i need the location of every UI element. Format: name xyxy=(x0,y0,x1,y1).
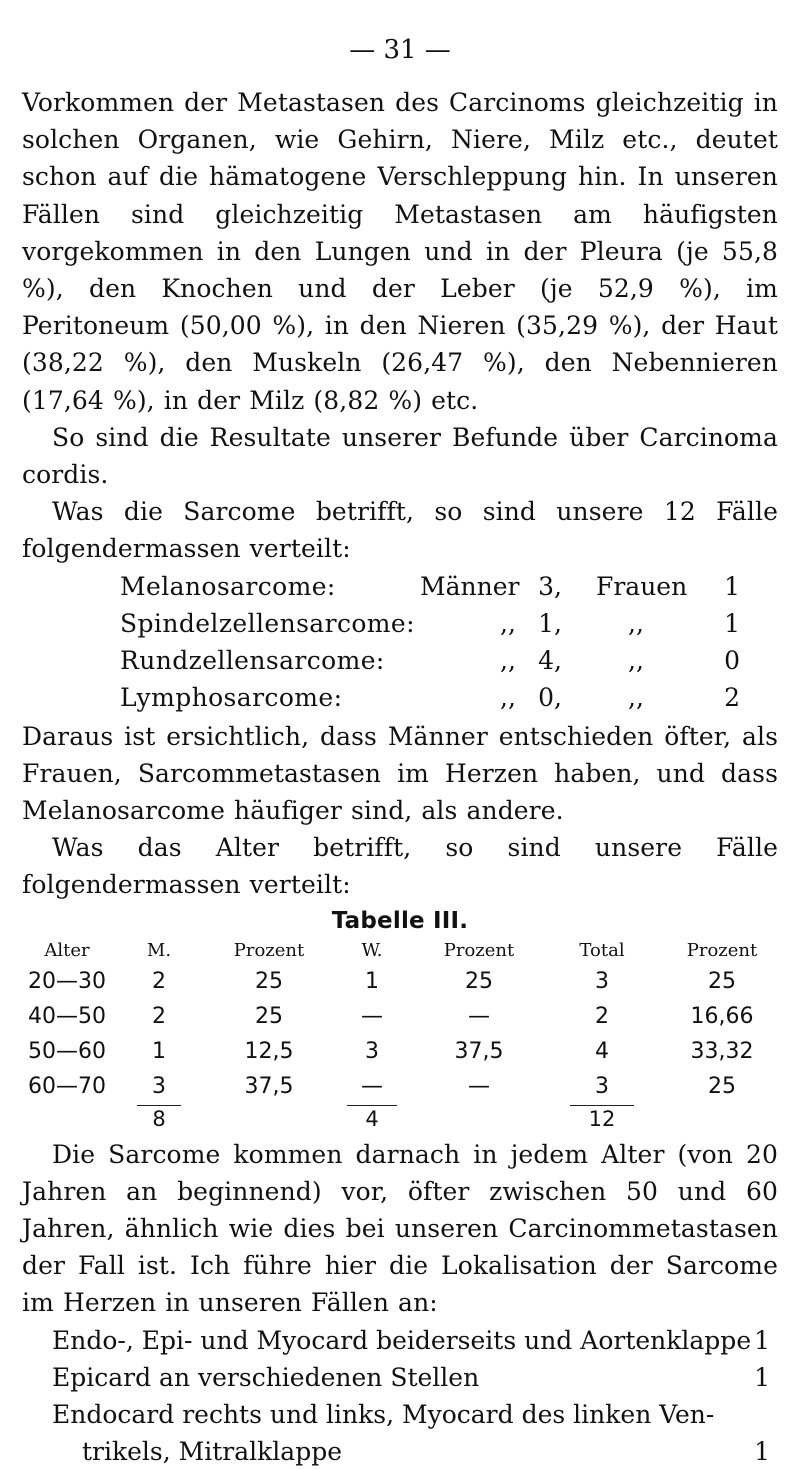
table-cell: 1 xyxy=(152,1038,166,1064)
list-item-count: 1 xyxy=(754,1437,770,1467)
table-header: Prozent xyxy=(443,939,515,961)
women-count: 1 xyxy=(724,571,740,601)
list-item-text: Endocard rechts und links, Myocard des linken Ven- xyxy=(52,1400,715,1430)
sarcoma-row xyxy=(22,568,778,605)
sarcoma-row xyxy=(22,679,778,716)
women-label: Frauen xyxy=(596,571,688,601)
sarcoma-type: Melanosarcome: xyxy=(120,571,336,601)
table-cell: 40—50 xyxy=(28,1003,106,1029)
sarcoma-row xyxy=(22,605,778,642)
table-header: W. xyxy=(361,939,383,961)
table-cell: 37,5 xyxy=(244,1073,294,1099)
list-item-count: 1 xyxy=(754,1362,770,1392)
table-title: Tabelle III. xyxy=(331,907,469,934)
sarcoma-type: Spindelzellensarcome: xyxy=(120,608,415,638)
table-cell: 20—30 xyxy=(28,968,106,994)
paragraph-metastases: Vorkommen der Metastasen des Carcinoms gleichzeitig in solchen Organen, wie Gehirn, Niere, Milz etc., deutet schon auf die hämatogene Verschleppung hin. In unseren Fällen sind gleichzeitig Metastasen am häufigsten vorgekommen in den Lungen und in der Pleura (je 55,8 %), den Knochen und der Leber (je 52,9 %), im Peritoneum (50,00 %), in den Nieren (35,29 %), der Haut (38,22 %), den Muskeln (26,47 %), den Nebennieren (17,64 %), in der Milz (8,82 %) etc. xyxy=(22,88,778,415)
table-cell: 4 xyxy=(595,1038,609,1064)
table-header: Prozent xyxy=(233,939,305,961)
table-cell: 25 xyxy=(255,968,283,994)
list-item xyxy=(22,1322,778,1359)
table-header: Alter xyxy=(44,939,90,961)
list-item-text: Endo-, Epi- und Myocard beiderseits und Aortenklappe xyxy=(52,1325,752,1355)
list-item xyxy=(22,1359,778,1396)
list-item-continuation xyxy=(22,1433,778,1470)
table-cell: — xyxy=(361,1073,383,1099)
paragraph-results: So sind die Resultate unserer Befunde über Carcinoma cordis. xyxy=(22,422,778,490)
table-cell: 3 xyxy=(595,968,609,994)
paragraph-age-intro: Was das Alter betrifft, so sind unsere Fälle folgendermassen verteilt: xyxy=(22,833,778,900)
table-cell: — xyxy=(361,1003,383,1029)
men-count: 4, xyxy=(538,645,562,675)
list-item-count: 1 xyxy=(754,1325,770,1355)
men-count: 3, xyxy=(538,571,562,601)
men-label: ,, xyxy=(500,645,516,675)
table-cell: 25 xyxy=(708,968,736,994)
table-cell: 25 xyxy=(255,1003,283,1029)
paragraph-sarcoma-intro: Was die Sarcome betrifft, so sind unsere 12 Fälle folgendermassen verteilt: xyxy=(22,497,778,564)
women-label: ,, xyxy=(628,645,644,675)
table-cell: 16,66 xyxy=(690,1003,754,1029)
table-cell: 37,5 xyxy=(454,1038,504,1064)
table-cell: 50—60 xyxy=(28,1038,106,1064)
list-item-text: Epicard an verschiedenen Stellen xyxy=(52,1362,480,1392)
table-cell: 3 xyxy=(595,1073,609,1099)
table-cell: 2 xyxy=(152,968,166,994)
table-cell: 25 xyxy=(465,968,493,994)
men-label: Männer xyxy=(420,571,520,601)
table-header: Total xyxy=(579,939,625,961)
table-cell: 3 xyxy=(152,1073,166,1099)
men-count: 0, xyxy=(538,682,562,712)
paragraph-sarcoma-conclusion: Daraus ist ersichtlich, dass Männer entschieden öfter, als Frauen, Sarcommetastasen im Herzen haben, und dass Melanosarcome häufiger sind, als andere. xyxy=(22,721,778,826)
list-item xyxy=(22,1396,778,1433)
table-cell: 33,32 xyxy=(690,1038,754,1064)
table-header: M. xyxy=(146,939,172,961)
age-table xyxy=(22,938,778,1134)
localisation-list xyxy=(22,1322,778,1470)
sarcoma-row xyxy=(22,642,778,679)
women-label: ,, xyxy=(628,608,644,638)
women-count: 1 xyxy=(724,608,740,638)
table-cell: 12,5 xyxy=(244,1038,294,1064)
sarcoma-type: Lymphosarcome: xyxy=(120,682,343,712)
men-count: 1, xyxy=(538,608,562,638)
women-count: 2 xyxy=(724,682,740,712)
sarcoma-type: Rundzellensarcome: xyxy=(120,645,385,675)
table-cell: 1 xyxy=(365,968,379,994)
total-women: 4 xyxy=(365,1106,379,1131)
women-label: ,, xyxy=(628,682,644,712)
men-label: ,, xyxy=(500,682,516,712)
table-header: Prozent xyxy=(686,939,758,961)
table-cell: 2 xyxy=(152,1003,166,1029)
table-cell: — xyxy=(468,1073,490,1099)
table-cell: 60—70 xyxy=(28,1073,106,1099)
men-label: ,, xyxy=(500,608,516,638)
document-page xyxy=(22,20,778,1470)
list-item-text: trikels, Mitralklappe xyxy=(82,1437,342,1467)
table-cell: 2 xyxy=(595,1003,609,1029)
table-cell: — xyxy=(468,1003,490,1029)
women-count: 0 xyxy=(724,645,740,675)
table-cell: 3 xyxy=(365,1038,379,1064)
sarcoma-list xyxy=(22,568,778,718)
page-number: — 31 — xyxy=(349,35,451,65)
paragraph-age-discussion: Die Sarcome kommen darnach in jedem Alter (von 20 Jahren an beginnend) vor, öfter zwischen 50 und 60 Jahren, ähnlich wie dies bei unseren Carcinommetastasen der Fall ist. Ich führe hier die Lokalisation der Sarcome im Herzen in unseren Fällen an: xyxy=(22,1139,778,1318)
total-all: 12 xyxy=(588,1106,616,1131)
table-cell: 25 xyxy=(708,1073,736,1099)
total-men: 8 xyxy=(152,1106,166,1131)
